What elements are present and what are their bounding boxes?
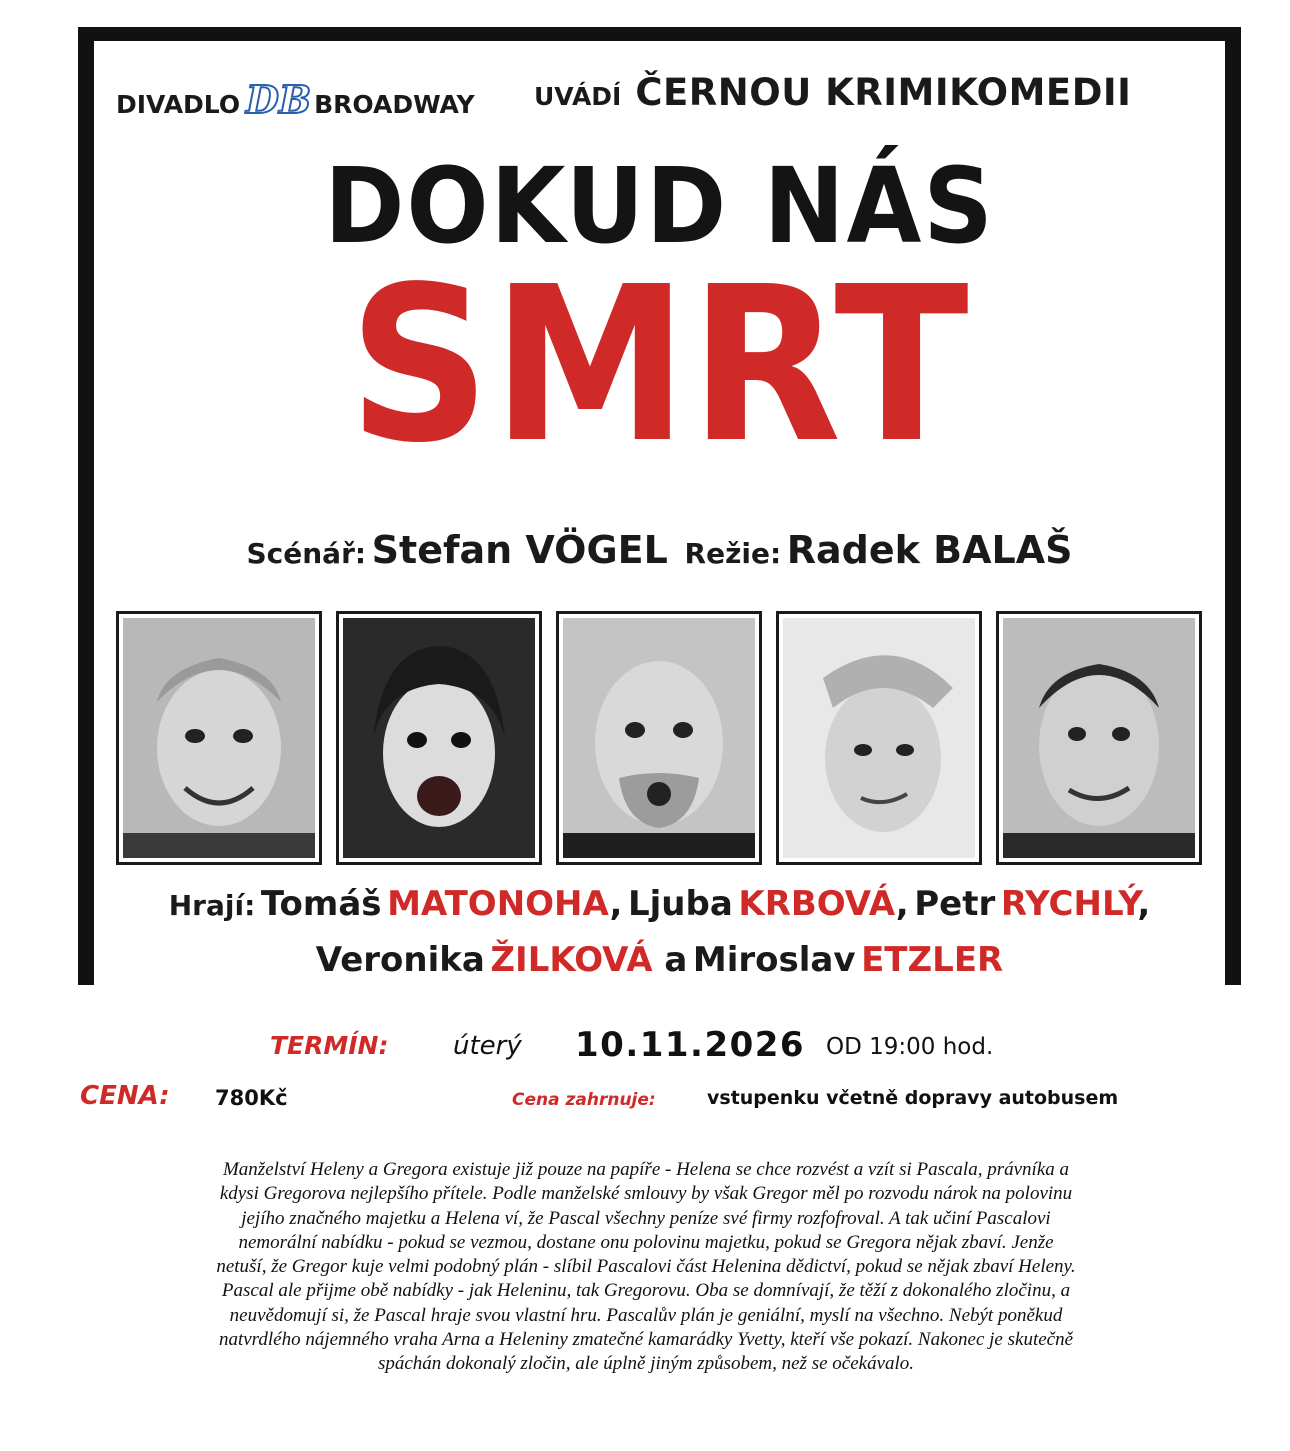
title-line-1: DOKUD NÁS: [324, 145, 995, 267]
description-line: neuvědomují si, že Pascal hraje svou vlastní hru. Pascalův plán je geniální, myslí na všechno. Nebýt poněkud: [229, 1304, 1063, 1326]
director-name: Radek BALAŠ: [786, 528, 1073, 572]
cast-first-name: Ljuba: [627, 884, 733, 924]
theatre-logo: [244, 79, 310, 129]
cast-first-name: Petr: [914, 884, 996, 924]
term-time: OD 19:00 hod.: [826, 1034, 994, 1060]
portrait-image: [563, 618, 755, 858]
cast-photos: [116, 611, 1206, 867]
portrait-image: [343, 618, 535, 858]
event-term: [0, 1025, 1290, 1075]
portrait-image: [123, 618, 315, 858]
cast-last-name: RYCHLÝ: [1000, 884, 1138, 924]
cast-line-1: [94, 879, 1225, 935]
cast-last-name: MATONOHA: [387, 884, 610, 924]
cast-separator: ,: [1137, 884, 1151, 924]
description-line: nemorální nabídku - pokud se vezmou, dostane onu polovinu majetku, pokud se Gregora nějak zbaví. Jenže: [238, 1231, 1054, 1253]
cast-photo-2: [336, 611, 542, 865]
cast-photo-3: [556, 611, 762, 865]
title-line-2: SMRT: [348, 241, 971, 490]
description-line: Manželství Heleny a Gregora existuje již pouze na papíře - Helena se chce rozvést a vzít si Pascala, právníka a: [222, 1159, 1070, 1180]
cast-list: [94, 879, 1225, 991]
cast-separator: a: [652, 940, 688, 980]
description-line: kdysi Gregorova nejlepšího přítele. Podle manželské smlouvy by však Gregor měl po rozvodu nárok na polovinu: [219, 1183, 1073, 1205]
theatre-name-right: BROADWAY: [314, 89, 475, 119]
cast-line-2: [94, 935, 1225, 991]
description-line: spáchán dokonalý zločin, ale úplně jiným způsobem, než se očekávalo.: [377, 1353, 915, 1375]
includes-value: vstupenku včetně dopravy autobusem: [707, 1087, 1119, 1109]
cast-first-name: Tomáš: [260, 884, 382, 924]
cast-label: Hrají:: [168, 889, 256, 922]
cast-separator: ,: [895, 884, 909, 924]
includes-label: Cena zahrnuje:: [512, 1090, 656, 1110]
description-line: Pascal ale přijme obě nabídky - jak Heleninu, tak Gregorovu. Oba se domnívají, že těží z dokonalého zločinu, a: [221, 1280, 1071, 1302]
poster-inner: [94, 41, 1225, 985]
description-line: natvrdlého nájemného vraha Arna a Heleniny zmatečné kamarádky Yvetty, kteří vše pokazí. Nakonec je skutečně: [218, 1329, 1074, 1351]
cast-photo-5: [996, 611, 1202, 865]
cast-photo-1: [116, 611, 322, 865]
cast-last-name: KRBOVÁ: [738, 884, 896, 924]
cast-first-name: Miroslav: [692, 940, 856, 980]
description-line: netuší, že Gregor kuje velmi podobný plán - slíbil Pascalovi část Helenina dědictví, pokud se nějak zbaví Heleny.: [216, 1256, 1076, 1278]
poster: [78, 27, 1241, 985]
presents: [534, 71, 1131, 114]
price-value: 780Kč: [215, 1086, 288, 1110]
cast-first-name: Veronika: [315, 940, 485, 980]
cast-last-name: ETZLER: [861, 940, 1004, 980]
script-name: Stefan VÖGEL: [371, 528, 668, 572]
term-label: TERMÍN:: [270, 1031, 389, 1060]
svg-text:DB: DB: [246, 79, 311, 122]
cast-photo-4: [776, 611, 982, 865]
portrait-image: [1003, 618, 1195, 858]
presents-label: UVÁDÍ: [534, 82, 622, 111]
term-date: 10.11.2026: [575, 1025, 806, 1065]
price-label: CENA:: [80, 1081, 170, 1111]
description-line: jejího značného majetku a Helena ví, že Pascal všechny peníze své firmy rozfofroval. A tak učiní Pascalovi: [241, 1207, 1051, 1229]
description: [76, 1158, 1216, 1377]
credits: [94, 528, 1225, 572]
theatre-brand: [116, 79, 475, 129]
theatre-name-left: DIVADLO: [116, 89, 241, 119]
term-day: úterý: [453, 1031, 522, 1061]
portrait-image: [783, 618, 975, 858]
cast-last-name: ŽILKOVÁ: [490, 940, 653, 980]
genre: ČERNOU KRIMIKOMEDII: [635, 71, 1132, 114]
script-label: Scénář:: [246, 537, 367, 570]
cast-separator: ,: [609, 884, 623, 924]
director-label: Režie:: [684, 537, 782, 570]
